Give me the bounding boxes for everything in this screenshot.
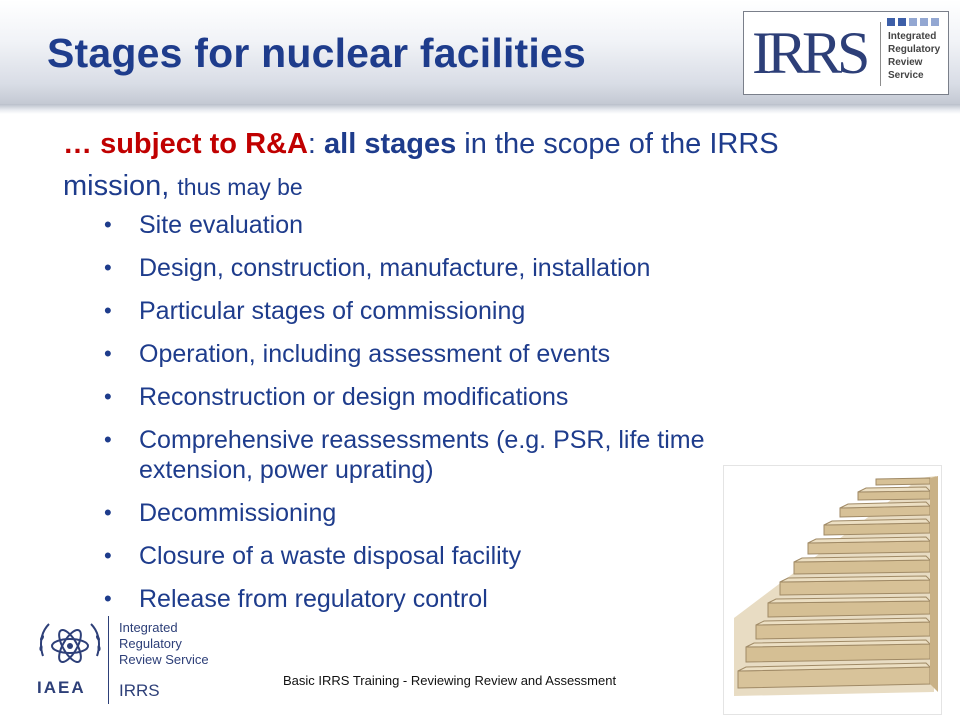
irrs-logo-line: Service: [888, 70, 924, 81]
intro-text: [63, 123, 793, 208]
irrs-logo-text: [888, 30, 940, 82]
iaea-logo: [33, 614, 209, 706]
iaea-logo-text: [119, 620, 209, 668]
stage-item: [104, 339, 804, 369]
bullet-icon: •: [104, 427, 112, 452]
stage-item-text: Operation, including assessment of events: [139, 340, 611, 368]
footer-text: Basic IRRS Training - Reviewing Review and Assessment: [283, 673, 617, 688]
irrs-logo-divider: [880, 22, 881, 86]
irrs-logo-line: Review: [888, 57, 923, 68]
stage-item: [104, 210, 804, 240]
bullet-icon: •: [104, 586, 112, 611]
stage-item: [104, 253, 804, 283]
stage-item-text: Closure of a waste disposal facility: [139, 542, 522, 570]
irrs-logo-line: Integrated: [888, 31, 937, 42]
irrs-logo: [743, 11, 949, 95]
bullet-icon: •: [104, 341, 112, 366]
stage-item-text: Decommissioning: [139, 499, 337, 527]
stage-item: [104, 296, 804, 326]
stage-item: [104, 498, 804, 528]
intro-thus: thus may be: [177, 174, 303, 200]
intro-subject: subject to R&A: [100, 128, 308, 160]
stage-item: [104, 425, 804, 485]
irrs-logo-squares: [887, 18, 939, 26]
iaea-logo-line: Review Service: [119, 652, 209, 667]
iaea-logo-irrs: IRRS: [119, 681, 160, 700]
iaea-logo-divider: [108, 616, 109, 704]
staircase-image: [723, 465, 942, 715]
intro-all-stages: all stages: [324, 128, 457, 160]
bullet-icon: •: [104, 298, 112, 323]
bullet-icon: •: [104, 543, 112, 568]
bullet-icon: •: [104, 212, 112, 237]
stage-item-text: Particular stages of commissioning: [139, 297, 526, 325]
stage-item: [104, 584, 804, 614]
iaea-logo-line: Regulatory: [119, 636, 182, 651]
iaea-wordmark: IAEA: [37, 678, 86, 697]
stage-item-text: Comprehensive reassessments (e.g. PSR, life time extension, power uprating): [139, 426, 705, 484]
stage-list: [104, 210, 804, 627]
intro-colon: :: [307, 128, 325, 160]
stage-item-text: Design, construction, manufacture, installation: [139, 254, 651, 282]
iaea-logo-line: Integrated: [119, 620, 178, 635]
irrs-logo-mark: IRRS: [752, 20, 866, 86]
bullet-icon: •: [104, 500, 112, 525]
stage-item: [104, 541, 804, 571]
staircase-icon: [724, 466, 941, 714]
slide-title: Stages for nuclear facilities: [47, 30, 587, 76]
stage-item: [104, 382, 804, 412]
stage-item-text: Release from regulatory control: [139, 585, 488, 613]
irrs-logo-line: Regulatory: [888, 44, 941, 55]
intro-rest: in the scope of the IRRS mission,: [63, 128, 779, 202]
bullet-icon: •: [104, 384, 112, 409]
stage-item-text: Reconstruction or design modifications: [139, 383, 569, 411]
bullet-icon: •: [104, 255, 112, 280]
stage-item-text: Site evaluation: [139, 211, 304, 239]
atom-emblem-icon: [35, 616, 105, 676]
intro-ellipsis: …: [63, 128, 101, 160]
header-rule: [0, 104, 960, 114]
